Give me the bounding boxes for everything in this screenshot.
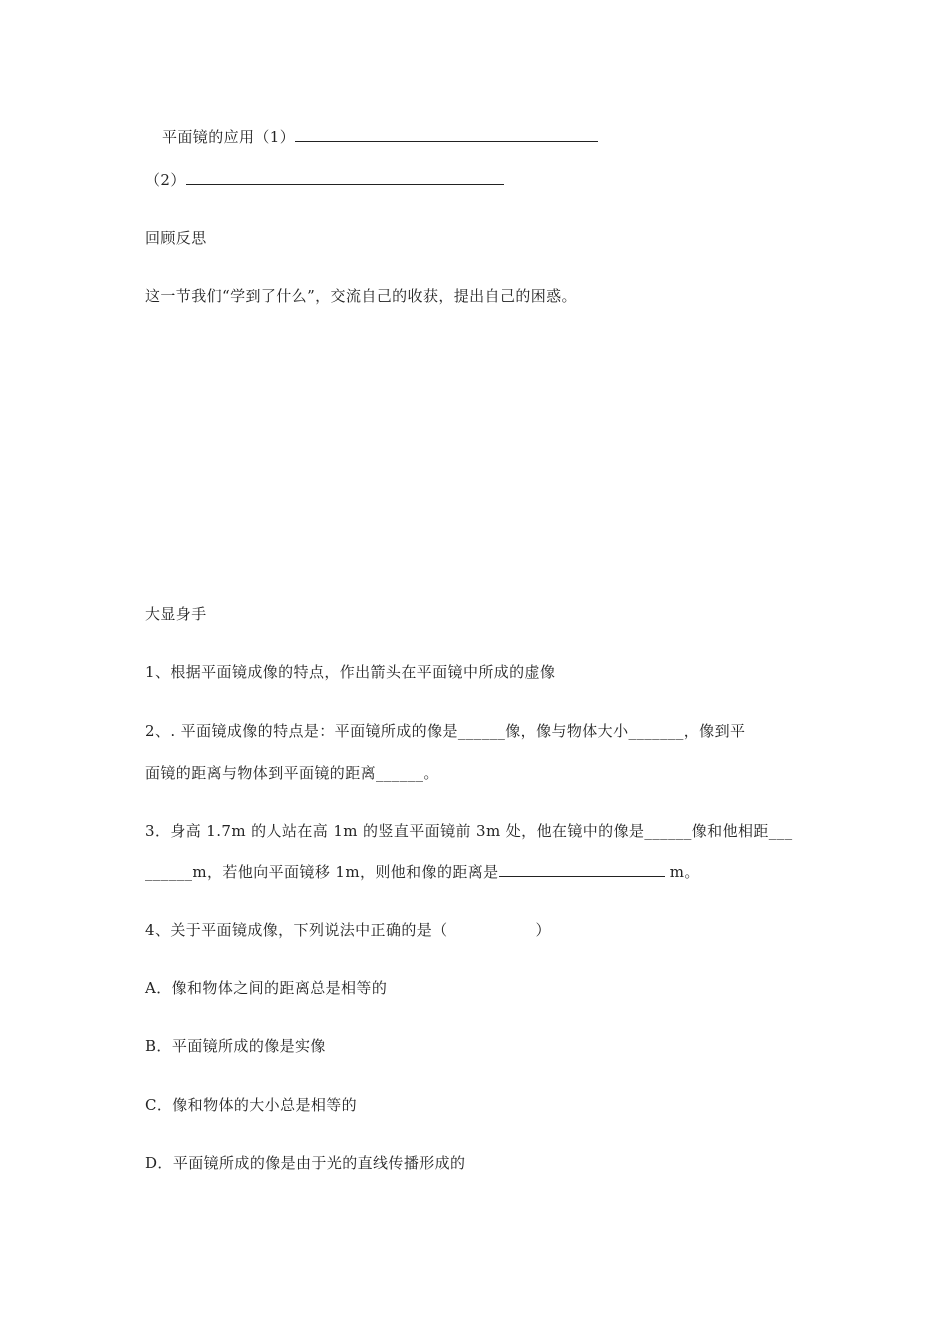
option-c: C．像和物体的大小总是相等的: [145, 1096, 358, 1114]
apply-line-1-blank[interactable]: [295, 127, 598, 142]
review-heading: 回顾反思: [145, 229, 207, 247]
practice-heading: 大显身手: [145, 605, 207, 623]
apply-line-2-blank[interactable]: [186, 170, 504, 185]
apply-line-2-label: （2）: [145, 171, 186, 189]
question-1: 1、根据平面镜成像的特点，作出箭头在平面镜中所成的虚像: [145, 663, 556, 681]
question-3-line-1: 3．身高 1.7m 的人站在高 1m 的竖直平面镜前 3m 处，他在镜中的像是______像和他相距___: [145, 822, 793, 840]
option-b: B．平面镜所成的像是实像: [145, 1037, 326, 1055]
option-d: D．平面镜所成的像是由于光的直线传播形成的: [145, 1154, 466, 1172]
review-prompt: 这一节我们“学到了什么”，交流自己的收获，提出自己的困惑。: [145, 287, 577, 305]
apply-line-2: [145, 170, 504, 190]
question-2-line-2: 面镜的距离与物体到平面镜的距离______。: [145, 764, 439, 782]
apply-line-1: [162, 127, 598, 147]
question-4-close: ）: [535, 921, 551, 939]
apply-line-1-label: 平面镜的应用（1）: [162, 128, 296, 146]
question-4: [145, 920, 551, 940]
question-3-line-2: [145, 862, 700, 882]
question-3-line-2-text: ______m，若他向平面镜移 1m，则他和像的距离是: [145, 863, 499, 881]
question-2-line-1: 2、. 平面镜成像的特点是：平面镜所成的像是______像，像与物体大小_______，像到平: [145, 722, 746, 740]
question-4-text: 4、关于平面镜成像，下列说法中正确的是（: [145, 921, 448, 939]
question-3-distance-blank[interactable]: [499, 862, 665, 877]
question-3-unit: m。: [664, 863, 700, 881]
option-a: A．像和物体之间的距离总是相等的: [145, 979, 388, 997]
